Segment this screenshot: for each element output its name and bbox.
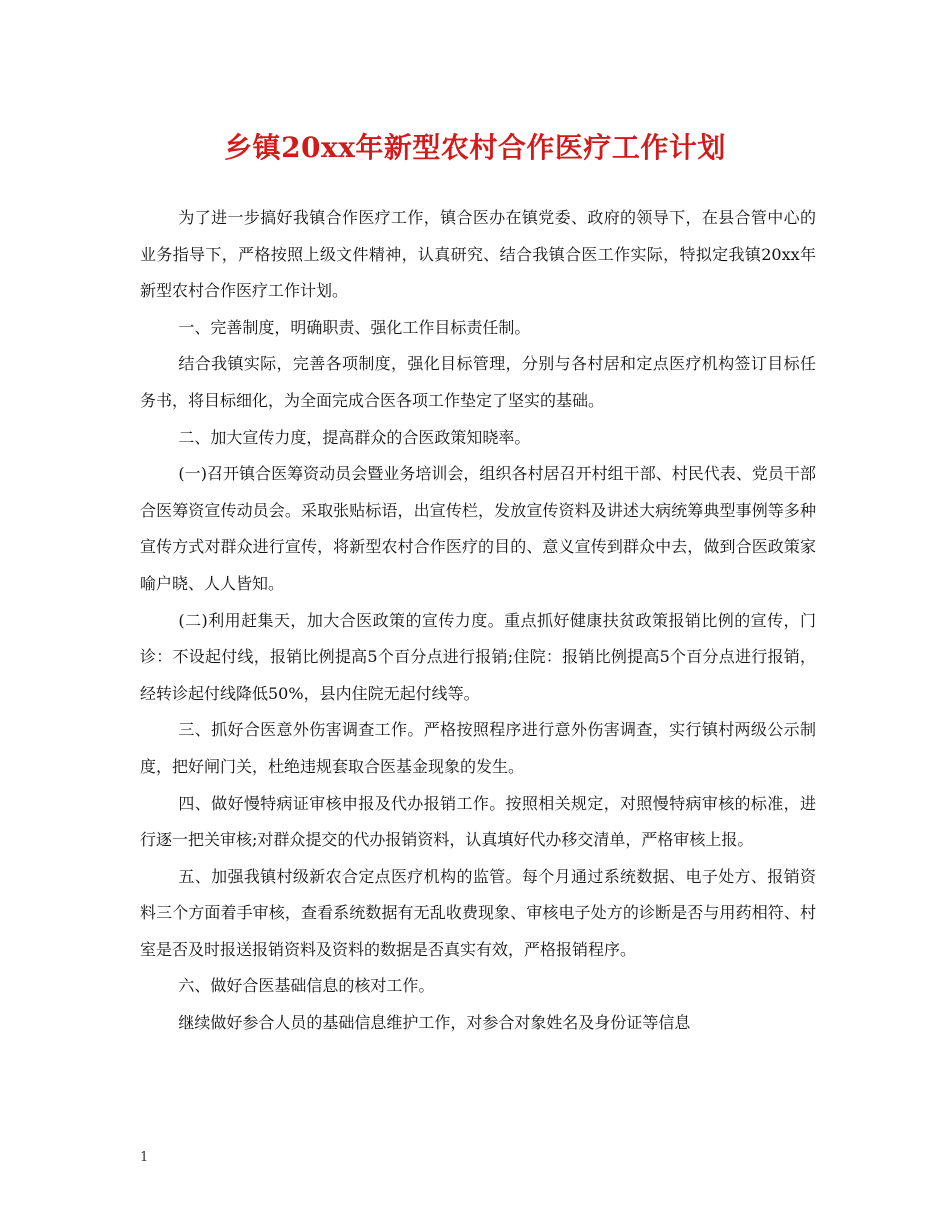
document-body [140,200,816,1042]
paragraph-section-1-body: 结合我镇实际，完善各项制度，强化目标管理，分别与各村居和定点医疗机构签订目标任务书，将目标细化，为全面完成合医各项工作垫定了坚实的基础。 [140,354,816,410]
paragraph-section-6-heading: 六、做好合医基础信息的核对工作。 [178,976,435,996]
paragraph-section-4: 四、做好慢特病证审核申报及代办报销工作。按照相关规定，对照慢特病审核的标准，进行逐一把关审核;对群众提交的代办报销资料，认真填好代办移交清单，严格审核上报。 [140,793,816,850]
paragraph-section-2-item-2: (二)利用赶集天，加大合医政策的宣传力度。重点抓好健康扶贫政策报销比例的宣传，门诊：不设起付线，报销比例提高5个百分点进行报销;住院：报销比例提高5个百分点进行报销，经转诊起付线降低50%，县内住院无起付线等。 [140,610,816,703]
paragraph-section-3: 三、抓好合医意外伤害调查工作。严格按照程序进行意外伤害调查，实行镇村两级公示制度，把好闸门关，杜绝违规套取合医基金现象的发生。 [140,720,816,776]
document-title: 乡镇20xx年新型农村合作医疗工作计划 [224,131,726,164]
paragraph-section-5: 五、加强我镇村级新农合定点医疗机构的监管。每个月通过系统数据、电子处方、报销资料三个方面着手审核，查看系统数据有无乱收费现象、审核电子处方的诊断是否与用药相符、村室是否及时报送报销资料及资料的数据是否真实有效，严格报销程序。 [140,866,816,959]
paragraph-section-1-heading: 一、完善制度，明确职责、强化工作目标责任制。 [178,317,531,337]
paragraph-section-2-heading: 二、加大宣传力度，提高群众的合医政策知晓率。 [178,427,531,447]
paragraph-intro: 为了进一步搞好我镇合作医疗工作，镇合医办在镇党委、政府的领导下，在县合管中心的业务指导下，严格按照上级文件精神，认真研究、结合我镇合医工作实际，特拟定我镇20xx年新型农村合作医疗工作计划。 [140,208,816,301]
paragraph-section-6-body: 继续做好参合人员的基础信息维护工作，对参合对象姓名及身份证等信息 [178,1013,691,1033]
page-number: 1 [140,1150,149,1165]
paragraph-section-2-item-1: (一)召开镇合医筹资动员会暨业务培训会，组织各村居召开村组干部、村民代表、党员干部合医筹资宣传动员会。采取张贴标语，出宣传栏，发放宣传资料及讲述大病统筹典型事例等多种宣传方式对群众进行宣传，将新型农村合作医疗的目的、意义宣传到群众中去，做到合医政策家喻户晓、人人皆知。 [140,464,816,593]
